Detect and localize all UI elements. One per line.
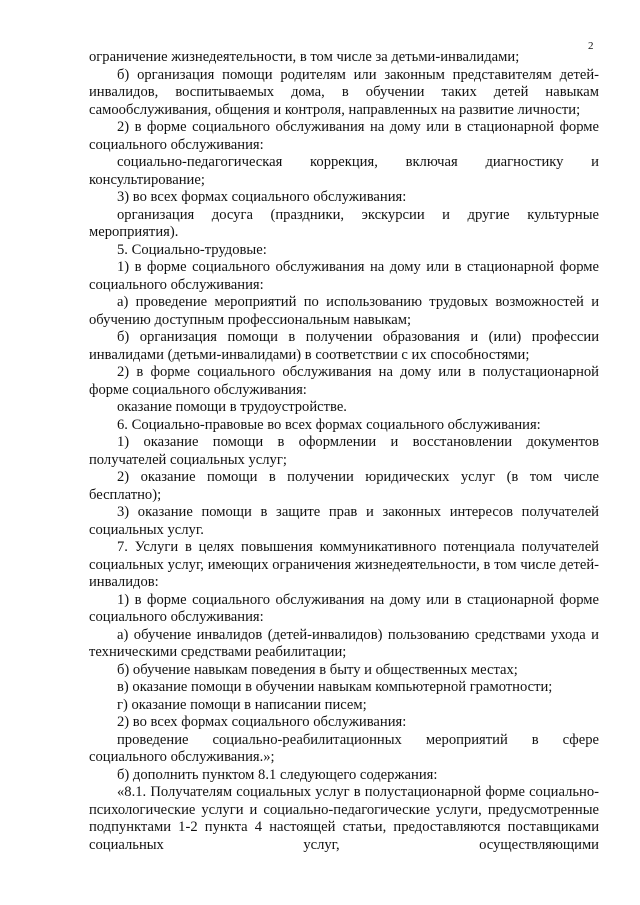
paragraph-21: в) оказание помощи в обучении навыкам компьютерной грамотности; — [117, 679, 553, 695]
paragraph-3: 2) в форме социального обслуживания на дому или в стационарной форме социального обслуживания: — [89, 119, 599, 153]
document-body — [89, 49, 599, 854]
paragraph-2: б) организация помощи родителям или законным представителям детей-инвалидов, воспитываемых дома, в обучении таких детей навыкам самообслуживания, общения и контроля, направленных на развитие личности; — [89, 66, 599, 118]
paragraph-12: оказание помощи в трудоустройстве. — [117, 399, 347, 415]
paragraph-4: социально-педагогическая коррекция, включая диагностику и консультирование; — [89, 154, 599, 188]
paragraph-17: 7. Услуги в целях повышения коммуникативного потенциала получателей социальных услуг, имеющих ограничения жизнедеятельности, в том числе детей-инвалидов: — [89, 539, 599, 590]
paragraph-1: ограничение жизнедеятельности, в том числе за детьми-инвалидами; — [89, 49, 520, 65]
paragraph-7: 5. Социально-трудовые: — [117, 241, 267, 258]
paragraph-19: а) обучение инвалидов (детей-инвалидов) пользованию средствами ухода и техническими средствами реабилитации; — [89, 626, 599, 660]
paragraph-20: б) обучение навыкам поведения в быту и общественных местах; — [117, 661, 518, 678]
paragraph-24: проведение социально-реабилитационных мероприятий в сфере социального обслуживания.»; — [89, 731, 599, 765]
paragraph-25: б) дополнить пунктом 8.1 следующего содержания: — [117, 766, 438, 783]
paragraph-16: 3) оказание помощи в защите прав и законных интересов получателей социальных услуг. — [89, 504, 599, 538]
paragraph-5: 3) во всех формах социального обслуживания: — [117, 189, 407, 205]
paragraph-15: 2) оказание помощи в получении юридических услуг (в том числе бесплатно); — [89, 469, 599, 503]
paragraph-23: 2) во всех формах социального обслуживания: — [117, 714, 407, 730]
page-number: 2 — [588, 40, 594, 52]
paragraph-10: б) организация помощи в получении образования и (или) профессии инвалидами (детьми-инвалидами) в соответствии с их способностями; — [89, 329, 599, 363]
paragraph-26: «8.1. Получателям социальных услуг в полустационарной форме социально-психологические услуги и социально-педагогические услуги, предусмотренные подпунктами 1-2 пункта 4 настоящей статьи, предоставляются поставщиками социальных услуг, осуществляющими — [89, 784, 599, 853]
paragraph-6: организация досуга (праздники, экскурсии и другие культурные мероприятия). — [89, 206, 599, 240]
paragraph-13: 6. Социально-правовые во всех формах социального обслуживания: — [117, 416, 541, 433]
paragraph-9: а) проведение мероприятий по использованию трудовых возможностей и обучению доступным профессиональным навыкам; — [89, 294, 599, 328]
paragraph-11: 2) в форме социального обслуживания на дому или в полустационарной форме социального обслуживания: — [89, 364, 599, 398]
paragraph-8: 1) в форме социального обслуживания на дому или в стационарной форме социального обслуживания: — [89, 259, 599, 293]
paragraph-22: г) оказание помощи в написании писем; — [117, 696, 367, 713]
paragraph-18: 1) в форме социального обслуживания на дому или в стационарной форме социального обслуживания: — [89, 591, 599, 625]
paragraph-14: 1) оказание помощи в оформлении и восстановлении документов получателей социальных услуг; — [89, 434, 599, 468]
